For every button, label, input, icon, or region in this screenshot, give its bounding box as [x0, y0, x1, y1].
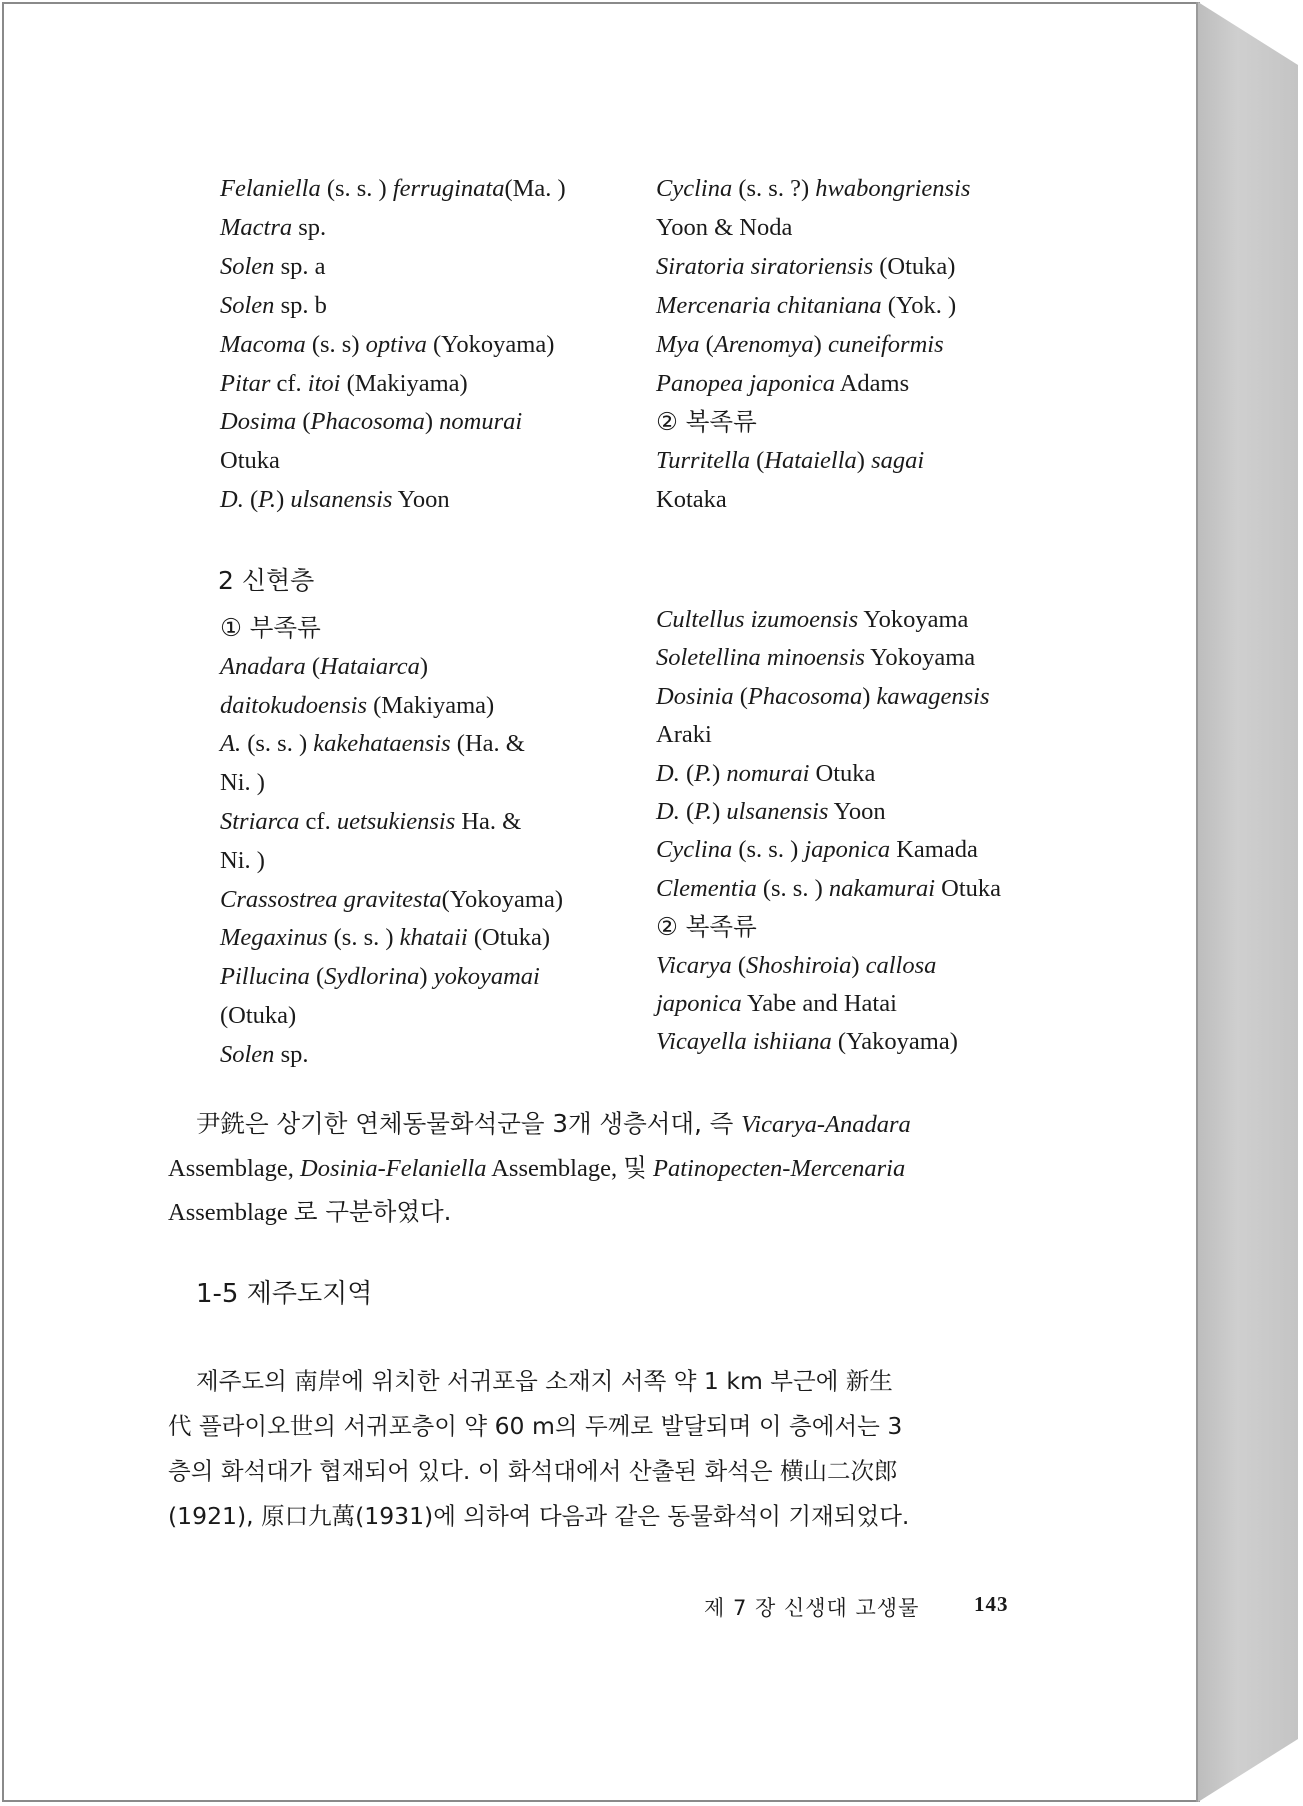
taxon-name: D. — [220, 486, 244, 514]
taxon-name: P. — [694, 759, 713, 787]
taxon-name: kawagensis — [876, 682, 990, 710]
species-line — [220, 729, 525, 759]
text-run: (s. s. ) — [756, 874, 829, 902]
species-line — [656, 605, 968, 635]
paragraph-line — [168, 1153, 905, 1184]
text-run: cf. — [299, 808, 337, 835]
page — [2, 2, 1198, 1802]
taxon-name: Patinopecten-Mercenaria — [653, 1155, 906, 1182]
text-run: (Ma. ) — [504, 175, 566, 202]
paragraph-line: 층의 화석대가 협재되어 있다. 이 화석대에서 산출된 화석은 横山二次郎 — [168, 1457, 898, 1485]
taxon-name: D. — [656, 798, 680, 825]
text-run: ) — [276, 486, 291, 514]
taxon-name: Vicayella ishiiana — [656, 1028, 832, 1056]
species-line — [656, 446, 924, 476]
species-line — [656, 291, 956, 321]
species-line — [220, 252, 325, 282]
text-run: (Yokoyama) — [426, 330, 555, 358]
taxon-name: Mercenaria chitaniana — [656, 291, 882, 319]
paragraph-line — [168, 1197, 451, 1228]
footer-chapter: 제 7 장 신생대 고생물 — [704, 1596, 920, 1620]
text-run: ) — [712, 798, 727, 825]
text-run: ) — [851, 951, 866, 979]
taxon-name: ferruginata — [392, 175, 505, 202]
text-run: (Otuka) — [467, 924, 551, 952]
taxon-name: Vicarya-Anadara — [741, 1111, 911, 1138]
text-run: ) — [424, 408, 440, 436]
text-run: Kamada — [890, 836, 978, 864]
text-run: ) — [862, 682, 877, 710]
taxon-name: Vicarya — [656, 951, 732, 979]
text-run: Yokoyama — [858, 606, 969, 633]
text-run: (s. s. ) — [732, 836, 805, 864]
taxon-name: D. — [656, 759, 680, 787]
text-run: sp. — [292, 213, 327, 241]
species-line — [220, 291, 327, 321]
taxon-name: A. — [220, 730, 242, 758]
page-number: 143 — [974, 1592, 1009, 1616]
text-run: cf. — [270, 369, 308, 397]
taxon-name: Shoshiroia — [746, 951, 852, 979]
species-line — [220, 213, 326, 243]
text-run: Yokoyama — [864, 644, 976, 672]
taxon-name: kakehataensis — [313, 730, 451, 758]
species-line — [656, 874, 1001, 904]
text-run: sp. a — [274, 252, 326, 280]
taxon-name: Arenomya — [713, 330, 814, 358]
taxon-name: japonica — [804, 836, 891, 864]
taxon-name: Solen — [220, 1040, 275, 1068]
taxon-name: Panopea japonica — [656, 369, 835, 397]
species-line — [656, 643, 975, 673]
text-run: ) — [813, 330, 828, 358]
species-line — [220, 485, 450, 515]
species-line — [656, 252, 955, 282]
taxon-name: Siratoria siratoriensis — [656, 252, 874, 280]
taxon-name: Cyclina — [656, 836, 733, 864]
taxon-name: Phacosoma — [747, 682, 863, 710]
text-run: ( — [679, 798, 695, 825]
taxon-name: sagai — [871, 447, 925, 475]
text-run: Assemblage — [168, 1199, 294, 1226]
taxon-name: callosa — [865, 951, 937, 979]
text-run: (s. s. ) — [241, 730, 314, 758]
text-run: Ni. ) — [220, 846, 265, 874]
taxon-name: uetsukiensis — [336, 808, 456, 835]
taxon-name: Turritella — [656, 447, 750, 475]
species-line — [656, 912, 757, 943]
text-run: (Otuka) — [873, 252, 956, 280]
text-run: ( — [305, 652, 321, 680]
taxon-name: Dosima — [220, 408, 297, 436]
text-run: (s. s. ) — [327, 924, 400, 952]
text-run: ) — [856, 447, 872, 475]
section-title: 1-5 제주도지역 — [196, 1279, 373, 1309]
taxon-name: Anadara — [220, 652, 306, 680]
species-line — [220, 407, 522, 437]
paragraph-line — [196, 1109, 911, 1140]
taxon-name: Dosinia-Felaniella — [300, 1155, 487, 1182]
taxon-name: japonica — [656, 990, 742, 1017]
species-line — [656, 989, 897, 1019]
species-line — [220, 691, 494, 721]
species-line — [656, 1027, 958, 1057]
taxon-name: Felaniella — [220, 175, 321, 202]
text-run: Ni. ) — [220, 769, 265, 797]
taxon-name: Solen — [220, 252, 275, 280]
taxon-name: Hataiarca — [320, 652, 420, 680]
taxon-name: daitokudoensis — [220, 691, 367, 719]
taxon-name: khataii — [399, 924, 468, 952]
text-run: Yoon — [392, 486, 450, 514]
taxon-name: Clementia — [656, 874, 757, 902]
text-run: Otuka — [809, 759, 876, 787]
text-run: ( — [296, 408, 311, 436]
text-run: ) — [419, 963, 434, 991]
species-line — [220, 446, 280, 476]
taxon-name: optiva — [365, 330, 427, 358]
species-line — [220, 923, 550, 953]
paragraph-line: 제주도의 南岸에 위치한 서귀포읍 소재지 서쪽 약 1 km 부근에 新生 — [196, 1367, 893, 1395]
taxon-name: P. — [694, 798, 713, 825]
taxon-name: yokoyamai — [433, 963, 540, 991]
text-run: 로 구분하였다. — [293, 1197, 452, 1226]
text-run: ② 복족류 — [656, 407, 757, 437]
text-run: sp. b — [274, 291, 327, 319]
species-line — [656, 835, 978, 865]
text-run: ② 복족류 — [656, 912, 757, 942]
text-run: (s. s. ?) — [732, 175, 816, 202]
taxon-name: Pitar — [220, 369, 271, 397]
taxon-name: Mya — [656, 330, 700, 358]
species-line — [220, 846, 265, 876]
text-run: Assemblage, — [168, 1155, 300, 1182]
text-run: Otuka — [220, 447, 280, 475]
text-run: ( — [699, 330, 714, 358]
text-run: sp. — [274, 1040, 309, 1068]
text-run: Araki — [656, 721, 712, 749]
taxon-name: hwabongriensis — [815, 175, 971, 202]
species-line — [220, 174, 566, 204]
taxon-name: Hataiella — [764, 447, 857, 475]
species-line — [220, 613, 321, 644]
text-run: Yoon & Noda — [656, 213, 793, 241]
text-run: (Makiyama) — [367, 691, 495, 719]
taxon-name: Cultellus izumoensis — [656, 606, 859, 633]
text-run: ) — [419, 652, 429, 680]
text-run: ( — [731, 951, 747, 979]
taxon-name: Dosinia — [656, 682, 734, 710]
taxon-name: Soletellina minoensis — [656, 644, 865, 672]
text-run: ( — [679, 759, 695, 787]
text-run: Yabe and Hatai — [741, 990, 897, 1017]
text-run: Yoon — [828, 798, 886, 825]
text-run: (Yok. ) — [881, 291, 957, 319]
taxon-name: Cyclina — [656, 175, 733, 202]
species-line — [656, 720, 712, 750]
species-line — [656, 759, 875, 789]
species-line — [656, 407, 757, 438]
species-line — [220, 768, 265, 798]
text-run: Assemblage, — [486, 1155, 624, 1182]
taxon-name: Macoma — [220, 330, 306, 358]
species-line — [656, 485, 727, 515]
taxon-name: Striarca — [220, 808, 300, 835]
species-line — [656, 369, 909, 399]
text-run: (s. s. ) — [320, 175, 393, 202]
taxon-name: Phacosoma — [310, 408, 425, 436]
text-run: Otuka — [935, 874, 1002, 902]
text-run: (Yokoyama) — [441, 885, 564, 913]
taxon-name: Megaxinus — [220, 924, 328, 952]
taxon-name: ulsanensis — [290, 486, 393, 514]
species-line — [656, 682, 989, 712]
text-run: Ha. & — [455, 808, 522, 835]
text-run: (Yakoyama) — [831, 1028, 958, 1056]
species-line — [220, 807, 521, 837]
taxon-name: ulsanensis — [726, 798, 829, 825]
text-run: (Otuka) — [220, 1002, 297, 1029]
taxon-name: nakamurai — [828, 874, 936, 902]
taxon-name: Mactra — [220, 213, 293, 241]
taxon-name: Sydlorina — [324, 963, 420, 991]
species-line — [656, 174, 970, 204]
section-subtitle: 2 신현층 — [218, 566, 315, 595]
paragraph-line: 代 플라이오世의 서귀포층이 약 60 m의 두께로 발달되며 이 층에서는 3 — [168, 1412, 903, 1440]
taxon-name: P. — [258, 486, 277, 514]
species-line — [656, 797, 886, 827]
species-line — [220, 652, 428, 682]
species-line — [656, 951, 936, 981]
taxon-name: Crassostrea gravitesta — [220, 885, 442, 913]
taxon-name: itoi — [307, 369, 341, 397]
taxon-name: Pillucina — [220, 963, 310, 991]
taxon-name: Solen — [220, 291, 275, 319]
species-line — [220, 1001, 296, 1031]
species-line — [220, 962, 540, 992]
text-run: ( — [749, 447, 765, 475]
text-run: Adams — [834, 369, 910, 397]
species-line — [220, 330, 554, 360]
paragraph-line: (1921), 原口九萬(1931)에 의하여 다음과 같은 동물화석이 기재되었다. — [168, 1502, 910, 1530]
species-line — [220, 1040, 308, 1070]
species-line — [220, 885, 563, 915]
species-line — [656, 330, 944, 360]
text-run: ) — [712, 759, 727, 787]
species-line — [220, 369, 468, 399]
text-run: 尹銑은 상기한 연체동물화석군을 3개 생층서대, 즉 — [196, 1109, 742, 1138]
text-run: (Ha. & — [450, 730, 525, 758]
text-run: ( — [733, 682, 748, 710]
text-run: (Makiyama) — [340, 369, 468, 397]
text-run: (s. s) — [305, 330, 366, 358]
text-run: ① 부족류 — [220, 613, 321, 642]
text-run: 및 — [623, 1153, 647, 1182]
taxon-name: nomurai — [726, 759, 810, 787]
taxon-name: nomurai — [439, 408, 523, 436]
text-run: ( — [309, 963, 325, 991]
book-spine — [1198, 2, 1298, 1802]
text-run: ( — [243, 486, 259, 514]
text-run: Kotaka — [656, 486, 727, 514]
species-line — [656, 213, 792, 243]
taxon-name: cuneiformis — [827, 330, 944, 358]
